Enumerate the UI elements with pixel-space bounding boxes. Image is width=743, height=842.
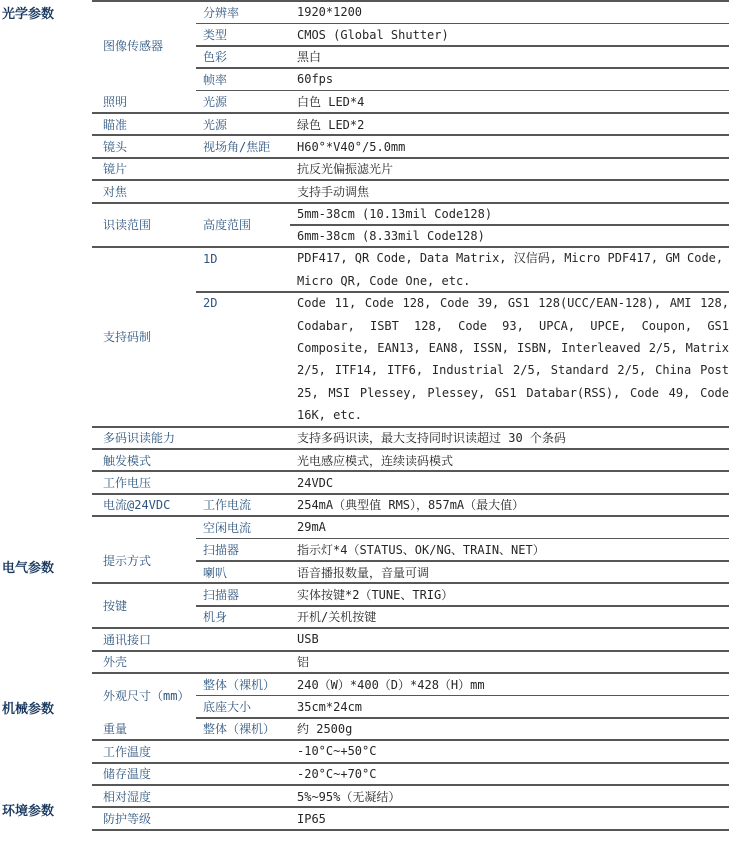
sub-parameter-label: 扫描器 (203, 588, 240, 603)
spec-value: 实体按键*2（TUNE、TRIG） (297, 588, 454, 603)
spec-value: 光电感应模式，连续读码模式 (297, 453, 454, 468)
spec-value: 35cm*24cm (297, 699, 363, 714)
spec-value-line: Code 11, Code 128, Code 39, GS1 128(UCC/EAN-128), AMI 128, (297, 296, 729, 311)
sub-parameter-label: 2D (203, 296, 218, 311)
parameter-label: 储存温度 (103, 767, 152, 782)
sub-parameter-label: 视场角/焦距 (203, 140, 271, 155)
parameter-label: 多码识读能力 (103, 431, 176, 446)
spec-value: 24VDC (297, 475, 334, 490)
sub-parameter-label: 机身 (203, 610, 228, 625)
spec-value: -20°C~+70°C (297, 766, 377, 781)
sub-parameter-label: 分辨率 (203, 5, 240, 20)
sub-parameter-label: 底座大小 (203, 700, 252, 715)
parameter-label: 图像传感器 (103, 39, 164, 54)
parameter-label: 识读范围 (103, 218, 152, 233)
spec-value: IP65 (297, 811, 326, 826)
spec-value: 白色 LED*4 (297, 95, 365, 110)
spec-value: 240（W）*400（D）*428（H）mm (297, 677, 485, 692)
sub-parameter-label: 色彩 (203, 50, 228, 65)
sub-parameter-label: 光源 (203, 95, 228, 110)
parameter-label: 防护等级 (103, 812, 152, 827)
parameter-label: 相对湿度 (103, 789, 152, 804)
spec-value: 支持手动调焦 (297, 184, 370, 199)
spec-value-line: Composite, EAN13, EAN8, ISSN, ISBN, Interleaved 2/5, Matrix (297, 341, 729, 355)
spec-value: 1920*1200 (297, 5, 363, 20)
parameter-label: 通讯接口 (103, 632, 152, 647)
spec-value: 铝 (297, 655, 310, 670)
sub-parameter-label: 空闲电流 (203, 520, 252, 535)
parameter-label: 外观尺寸（mm） (103, 688, 190, 703)
parameter-label: 外壳 (103, 655, 128, 670)
category-label: 环境参数 (2, 804, 55, 819)
spec-value-line: Codabar, ISBT 128, Code 93, UPCA, UPCE, Coupon, GS1 (297, 318, 729, 333)
sub-parameter-label: 帧率 (203, 72, 228, 87)
spec-value: 254mA（典型值 RMS），857mA（最大值） (297, 498, 525, 513)
spec-value-line: 16K, etc. (297, 408, 363, 423)
spec-value: 抗反光偏振滤光片 (297, 162, 394, 177)
spec-value-line: PDF417, QR Code, Data Matrix, 汉信码, Micro PDF417, GM Code, (297, 251, 724, 266)
sub-parameter-label: 整体（裸机） (203, 677, 276, 692)
spec-value-line: 25, MSI Plessey, Plessey, GS1 Databar(RSS), Code 49, Code (297, 385, 729, 400)
spec-value: 指示灯*4（STATUS、OK/NG、TRAIN、NET） (297, 543, 545, 558)
spec-value: 绿色 LED*2 (297, 117, 365, 132)
parameter-label: 提示方式 (103, 554, 152, 569)
spec-value: 语音播报数量，音量可调 (297, 565, 430, 580)
parameter-label: 重量 (103, 722, 128, 737)
spec-value: 约 2500g (297, 722, 353, 737)
spec-value: 29mA (297, 520, 326, 535)
spec-value: 5%~95%（无凝结） (297, 789, 401, 804)
parameter-label: 镜头 (103, 140, 128, 155)
spec-value: -10°C~+50°C (297, 744, 377, 759)
spec-value: CMOS (Global Shutter) (297, 27, 449, 42)
parameter-label: 对焦 (103, 184, 128, 199)
spec-value: USB (297, 632, 319, 647)
category-label: 机械参数 (2, 702, 55, 717)
sub-parameter-label: 工作电流 (203, 498, 252, 513)
spec-value-line: 2/5, ITF14, ITF6, Industrial 2/5, Standard 2/5, China Post (297, 363, 729, 378)
parameter-label: 工作电压 (103, 476, 152, 491)
spec-value-line: Micro QR, Code One, etc. (297, 273, 471, 288)
sub-parameter-label: 扫描器 (203, 543, 240, 558)
sub-parameter-label: 喇叭 (203, 565, 228, 580)
category-label: 光学参数 (2, 7, 55, 22)
parameter-label: 支持码制 (103, 330, 152, 345)
spec-value: 5mm-38cm (10.13mil Code128) (297, 206, 493, 221)
sub-parameter-label: 1D (203, 251, 218, 266)
parameter-label: 瞄准 (103, 117, 128, 132)
parameter-label: 照明 (103, 95, 128, 110)
sub-parameter-label: 光源 (203, 117, 228, 132)
spec-value: H60°*V40°/5.0mm (297, 139, 406, 154)
sub-parameter-label: 高度范围 (203, 218, 252, 233)
sub-parameter-label: 整体（裸机） (203, 722, 276, 737)
spec-value: 黑白 (297, 50, 322, 65)
sub-parameter-label: 类型 (203, 28, 228, 43)
category-label: 电气参数 (2, 561, 55, 576)
table-bottom-border (92, 829, 729, 831)
spec-value: 60fps (297, 72, 334, 87)
spec-value: 6mm-38cm (8.33mil Code128) (297, 229, 485, 244)
parameter-label: 按键 (103, 599, 128, 614)
parameter-label: 镜片 (103, 162, 128, 177)
parameter-label: 触发模式 (103, 453, 152, 468)
parameter-label: 工作温度 (103, 744, 152, 759)
parameter-label: 电流@24VDC (103, 498, 171, 513)
spec-value: 支持多码识读，最大支持同时识读超过 30 个条码 (297, 431, 566, 446)
spec-value: 开机/关机按键 (297, 610, 377, 625)
